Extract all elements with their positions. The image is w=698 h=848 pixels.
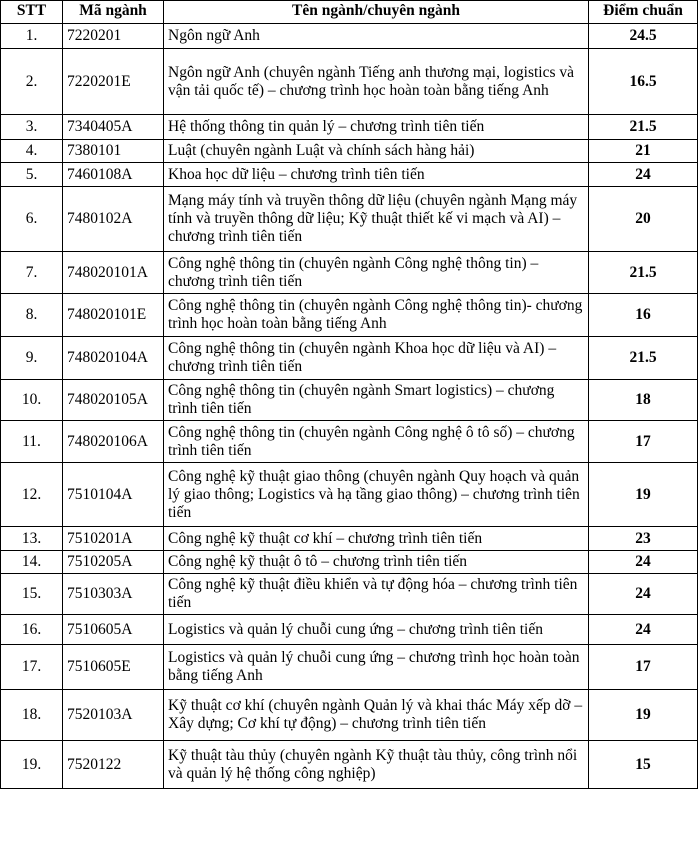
table-row xyxy=(1,527,698,551)
table-row xyxy=(1,140,698,163)
row-score: 18 xyxy=(589,380,698,421)
row-stt: 2. xyxy=(1,49,63,115)
row-name: Công nghệ kỹ thuật ô tô – chương trình tiên tiến xyxy=(164,551,589,574)
row-score: 16.5 xyxy=(589,49,698,115)
row-score: 21.5 xyxy=(589,337,698,380)
row-stt: 10. xyxy=(1,380,63,421)
row-score: 24 xyxy=(589,615,698,645)
row-stt: 5. xyxy=(1,163,63,187)
row-code: 7520103A xyxy=(63,690,164,741)
header-code: Mã ngành xyxy=(63,1,164,24)
row-name: Công nghệ thông tin (chuyên ngành Công nghệ thông tin) – chương trình tiên tiến xyxy=(164,252,589,294)
row-score: 24.5 xyxy=(589,24,698,49)
row-name: Kỹ thuật cơ khí (chuyên ngành Quản lý và khai thác Máy xếp dỡ – Xây dựng; Cơ khí tự động) – chương trình tiên tiến xyxy=(164,690,589,741)
row-score: 17 xyxy=(589,421,698,463)
table-row xyxy=(1,337,698,380)
header-stt: STT xyxy=(1,1,63,24)
row-score: 19 xyxy=(589,463,698,527)
row-stt: 15. xyxy=(1,574,63,615)
row-name: Kỹ thuật tàu thủy (chuyên ngành Kỹ thuật tàu thủy, công trình nổi và quản lý hệ thống công nghiệp) xyxy=(164,741,589,789)
row-code: 748020101E xyxy=(63,294,164,337)
table-row xyxy=(1,690,698,741)
table-header-row xyxy=(1,1,698,24)
row-code: 7510605A xyxy=(63,615,164,645)
row-code: 748020104A xyxy=(63,337,164,380)
row-score: 23 xyxy=(589,527,698,551)
row-score: 21 xyxy=(589,140,698,163)
row-name: Công nghệ kỹ thuật cơ khí – chương trình tiên tiến xyxy=(164,527,589,551)
row-score: 20 xyxy=(589,187,698,252)
table-row xyxy=(1,615,698,645)
table-row xyxy=(1,187,698,252)
row-stt: 3. xyxy=(1,115,63,140)
row-stt: 1. xyxy=(1,24,63,49)
table-row xyxy=(1,252,698,294)
table-row xyxy=(1,574,698,615)
row-name: Công nghệ kỹ thuật điều khiển và tự động hóa – chương trình tiên tiến xyxy=(164,574,589,615)
row-name: Khoa học dữ liệu – chương trình tiên tiến xyxy=(164,163,589,187)
row-stt: 7. xyxy=(1,252,63,294)
header-score: Điểm chuẩn xyxy=(589,1,698,24)
row-name: Mạng máy tính và truyền thông dữ liệu (chuyên ngành Mạng máy tính và truyền thông dữ liệu; Kỹ thuật thiết kế vi mạch và AI) – chương trình tiên tiến xyxy=(164,187,589,252)
row-code: 748020105A xyxy=(63,380,164,421)
table-row xyxy=(1,115,698,140)
table-row xyxy=(1,294,698,337)
table-row xyxy=(1,421,698,463)
table-row xyxy=(1,741,698,789)
row-score: 19 xyxy=(589,690,698,741)
row-score: 24 xyxy=(589,551,698,574)
row-name: Ngôn ngữ Anh xyxy=(164,24,589,49)
row-name: Công nghệ thông tin (chuyên ngành Smart logistics) – chương trình tiên tiến xyxy=(164,380,589,421)
header-name: Tên ngành/chuyên ngành xyxy=(164,1,589,24)
row-score: 21.5 xyxy=(589,115,698,140)
table-row xyxy=(1,645,698,690)
row-name: Công nghệ thông tin (chuyên ngành Công nghệ thông tin)- chương trình học hoàn toàn bằng tiếng Anh xyxy=(164,294,589,337)
table-row xyxy=(1,49,698,115)
row-code: 7220201 xyxy=(63,24,164,49)
row-code: 7480102A xyxy=(63,187,164,252)
row-stt: 11. xyxy=(1,421,63,463)
table-row xyxy=(1,24,698,49)
row-stt: 9. xyxy=(1,337,63,380)
row-name: Logistics và quản lý chuỗi cung ứng – chương trình tiên tiến xyxy=(164,615,589,645)
row-stt: 13. xyxy=(1,527,63,551)
row-name: Công nghệ thông tin (chuyên ngành Khoa học dữ liệu và AI) – chương trình tiên tiến xyxy=(164,337,589,380)
row-stt: 4. xyxy=(1,140,63,163)
table-row xyxy=(1,463,698,527)
row-name: Công nghệ thông tin (chuyên ngành Công nghệ ô tô số) – chương trình tiên tiến xyxy=(164,421,589,463)
row-stt: 8. xyxy=(1,294,63,337)
table-row xyxy=(1,551,698,574)
row-code: 748020106A xyxy=(63,421,164,463)
row-code: 7510104A xyxy=(63,463,164,527)
table-body xyxy=(1,24,698,789)
row-name: Ngôn ngữ Anh (chuyên ngành Tiếng anh thương mại, logistics và vận tải quốc tế) – chương trình học hoàn toàn bằng tiếng Anh xyxy=(164,49,589,115)
row-score: 24 xyxy=(589,163,698,187)
row-stt: 19. xyxy=(1,741,63,789)
table-row xyxy=(1,163,698,187)
row-name: Hệ thống thông tin quản lý – chương trình tiên tiến xyxy=(164,115,589,140)
row-code: 7340405A xyxy=(63,115,164,140)
row-code: 7220201E xyxy=(63,49,164,115)
row-code: 7510303A xyxy=(63,574,164,615)
row-code: 748020101A xyxy=(63,252,164,294)
table-row xyxy=(1,380,698,421)
row-name: Công nghệ kỹ thuật giao thông (chuyên ngành Quy hoạch và quản lý giao thông; Logistics và hạ tầng giao thông) – chương trình tiên tiến xyxy=(164,463,589,527)
row-stt: 18. xyxy=(1,690,63,741)
row-name: Logistics và quản lý chuỗi cung ứng – chương trình học hoàn toàn bằng tiếng Anh xyxy=(164,645,589,690)
row-code: 7510205A xyxy=(63,551,164,574)
row-stt: 6. xyxy=(1,187,63,252)
row-code: 7460108A xyxy=(63,163,164,187)
row-stt: 14. xyxy=(1,551,63,574)
row-code: 7520122 xyxy=(63,741,164,789)
row-score: 17 xyxy=(589,645,698,690)
row-code: 7380101 xyxy=(63,140,164,163)
row-code: 7510201A xyxy=(63,527,164,551)
row-stt: 12. xyxy=(1,463,63,527)
row-score: 21.5 xyxy=(589,252,698,294)
row-code: 7510605E xyxy=(63,645,164,690)
row-score: 15 xyxy=(589,741,698,789)
row-name: Luật (chuyên ngành Luật và chính sách hàng hải) xyxy=(164,140,589,163)
row-score: 24 xyxy=(589,574,698,615)
row-score: 16 xyxy=(589,294,698,337)
row-stt: 17. xyxy=(1,645,63,690)
row-stt: 16. xyxy=(1,615,63,645)
